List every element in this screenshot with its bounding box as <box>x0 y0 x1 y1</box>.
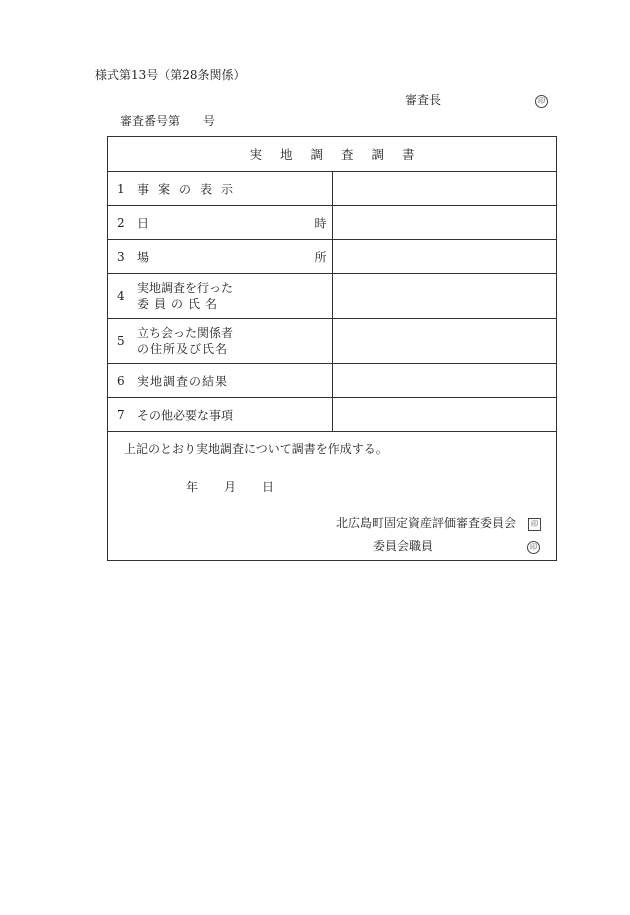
table-title: 実地調査調書 <box>108 137 557 172</box>
staff-seal-icon: 印 <box>527 538 540 554</box>
date-year: 年 <box>186 480 199 494</box>
table-row-case <box>108 172 557 206</box>
exam-number-suffix: 号 <box>203 114 216 128</box>
row-value-result[interactable] <box>332 364 557 398</box>
row-label-other: 7 その他必要な事項 <box>108 398 333 432</box>
statement-text: 上記のとおり実地調査について調書を作成する。 <box>124 442 388 456</box>
row-label-members: 4 実地調査を行った 委員の氏名 <box>108 274 333 319</box>
date-day: 日 <box>262 480 275 494</box>
row-value-case[interactable] <box>332 172 557 206</box>
table-row-datetime <box>108 206 557 240</box>
staff-label: 委員会職員 <box>373 539 434 553</box>
table-row-attendees <box>108 319 557 364</box>
row-label-place: 3 場 所 <box>108 240 333 274</box>
exam-number-label: 審査番号第 <box>120 114 181 128</box>
examiner-label: 審査長 <box>405 93 442 107</box>
row-value-members[interactable] <box>332 274 557 319</box>
date-line <box>186 478 274 495</box>
date-month: 月 <box>224 480 237 494</box>
row-label-attendees: 5 立ち会った関係者 の住所及び氏名 <box>108 319 333 364</box>
table-row-result <box>108 364 557 398</box>
table-row-place <box>108 240 557 274</box>
row-label-case: 1 事案の表示 <box>108 172 333 206</box>
row-value-attendees[interactable] <box>332 319 557 364</box>
examiner-seal-icon: 印 <box>535 92 548 108</box>
organization-seal-icon: 印 <box>528 515 541 531</box>
row-label-result: 6 実地調査の結果 <box>108 364 333 398</box>
row-label-datetime: 2 日 時 <box>108 206 333 240</box>
row-value-place[interactable] <box>332 240 557 274</box>
row-value-datetime[interactable] <box>332 206 557 240</box>
table-row-other <box>108 398 557 432</box>
form-number: 様式第13号（第28条関係） <box>95 68 246 82</box>
table-row-members <box>108 274 557 319</box>
row-value-other[interactable] <box>332 398 557 432</box>
record-footer <box>108 432 557 561</box>
investigation-record-table <box>107 136 557 561</box>
organization-name: 北広島町固定資産評価審査委員会 <box>335 516 516 530</box>
